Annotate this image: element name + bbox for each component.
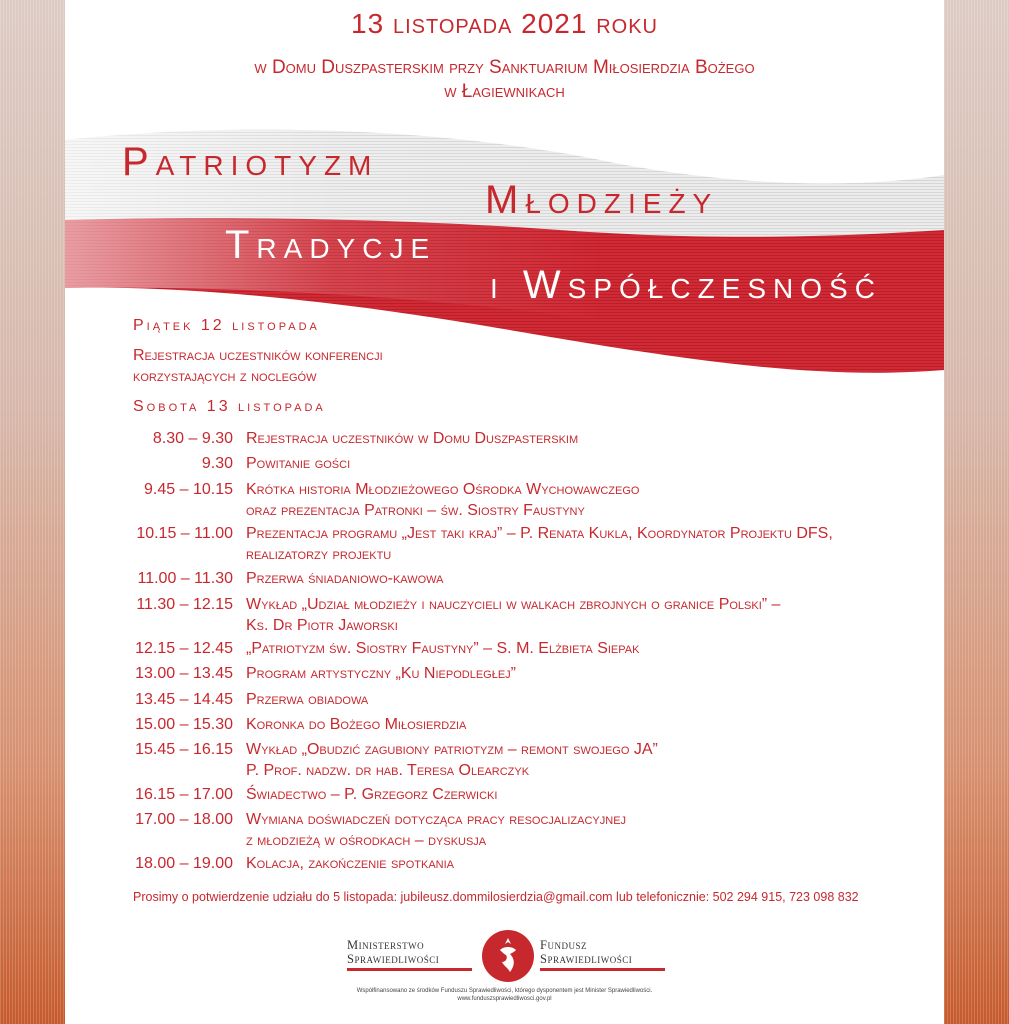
schedule-description [246,784,926,805]
schedule-description-line: oraz prezentacja Patronki – św. Siostry Faustyny [246,502,585,519]
schedule-description-line: Ks. Dr Piotr Jaworski [246,617,398,634]
schedule-description [246,853,926,874]
schedule-description [246,689,926,710]
schedule-description [246,714,926,735]
schedule-description-line: Koronka do Bożego Miłosierdzia [246,716,467,733]
schedule-description [246,523,926,565]
schedule-description [246,479,926,521]
title-line-1: Patriotyzm [122,140,379,184]
schedule-time: 18.00 – 19.00 [135,855,233,872]
schedule-time: 12.15 – 12.45 [135,640,233,657]
rsvp-note: Prosimy o potwierdzenie udziału do 5 listopada: jubileusz.dommilosierdzia@gmail.com lub telefonicznie: 502 294 915, 723 098 832 [133,890,859,904]
schedule-description-line: z młodzieżą w ośrodkach – dyskusja [246,832,487,849]
fund-logo-bar [540,968,665,971]
event-date: 13 listopada 2021 roku [351,8,658,39]
schedule-description-line: Prezentacja programu „Jest taki kraj” – P. Renata Kukla, Koordynator Projektu DFS, [246,525,833,542]
sponsor-logos [342,928,672,983]
schedule-description-line: Przerwa śniadaniowo-kawowa [246,570,444,587]
schedule-time: 10.15 – 11.00 [136,525,233,542]
schedule-time: 8.30 – 9.30 [152,430,233,447]
schedule-description-line: Powitanie gości [246,455,351,472]
saturday-heading: Sobota 13 listopada [133,398,326,415]
eagle-emblem-icon [480,928,536,984]
schedule-description [246,594,926,636]
schedule-description-line: realizatorzy projektu [246,546,392,563]
schedule-description-line: Kolacja, zakończenie spotkania [246,855,454,872]
funding-note: Współfinansowano ze środków Funduszu Sprawiedliwości, którego dysponentem jest Minister Sprawiedliwości. [356,988,653,994]
venue-line-2: w Łagiewnikach [444,81,565,102]
schedule-description [246,809,926,851]
schedule-time: 17.00 – 18.00 [135,811,233,828]
schedule-time: 13.00 – 13.45 [135,665,233,682]
schedule-time: 13.45 – 14.45 [135,691,233,708]
schedule-description [246,453,926,474]
schedule-description-line: P. Prof. nadzw. dr hab. Teresa Olearczyk [246,762,530,779]
schedule-description [246,568,926,589]
schedule-description-line: Wykład „Obudzić zagubiony patriotyzm – remont swojego JA” [246,741,658,758]
schedule-time: 11.30 – 12.15 [136,596,233,613]
ministry-logo-text: Ministerstwo Sprawiedliwości [347,938,440,966]
title-line-3: Tradycje [225,223,437,267]
title-line-4: i Współczesność [490,263,882,307]
fund-website: www.funduszsprawiedliwosci.gov.pl [457,996,552,1002]
schedule-description [246,663,926,684]
schedule-time: 15.00 – 15.30 [135,716,233,733]
title-line-2: Młodzieży [485,178,719,222]
schedule-time: 11.00 – 11.30 [137,570,233,587]
schedule-description [246,428,926,449]
schedule-description-line: Program artystyczny „Ku Niepodległej” [246,665,517,682]
friday-heading: Piątek 12 listopada [133,317,320,334]
fund-logo-text: Fundusz Sprawiedliwości [540,938,633,966]
schedule-description-line: Rejestracja uczestników w Domu Duszpasterskim [246,430,579,447]
schedule-description-line: Krótka historia Młodzieżowego Ośrodka Wychowawczego [246,481,640,498]
schedule-time: 9.45 – 10.15 [144,481,233,498]
ministry-logo-bar [347,968,472,971]
schedule-description-line: Wykład „Udział młodzieży i nauczycieli w walkach zbrojnych o granice Polski” – [246,596,781,613]
schedule-time: 15.45 – 16.15 [135,741,233,758]
schedule-description-line: Wymiana doświadczeń dotycząca pracy resocjalizacyjnej [246,811,627,828]
schedule-description [246,638,926,659]
schedule-description-line: Świadectwo – P. Grzegorz Czerwicki [246,786,498,803]
schedule-description [246,739,926,781]
schedule-description-line: Przerwa obiadowa [246,691,369,708]
schedule-time: 9.30 [201,455,233,472]
schedule-description-line: „Patriotyzm św. Siostry Faustyny” – S. M. Elżbieta Siepak [246,640,640,657]
venue-line-1: w Domu Duszpasterskim przy Sanktuarium Miłosierdzia Bożego [254,57,755,78]
friday-registration-note: Rejestracja uczestników konferencji korzystających z noclegów [133,347,383,385]
schedule-time: 16.15 – 17.00 [135,786,233,803]
